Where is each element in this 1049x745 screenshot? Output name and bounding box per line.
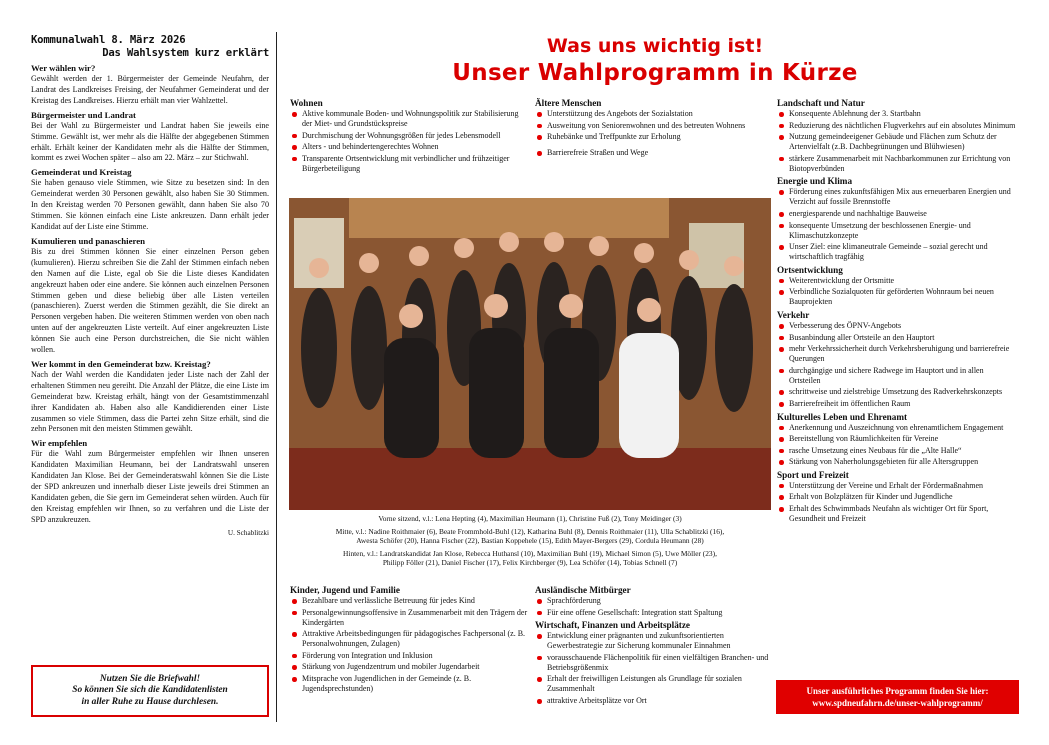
photo-caption — [289, 514, 771, 568]
list-item: Verbesserung des ÖPNV-Angebots — [777, 321, 1017, 331]
section-heading: Verkehr — [777, 309, 810, 320]
bullet-list — [777, 321, 1017, 409]
section-heading: Kinder, Jugend und Familie — [290, 585, 400, 595]
list-item: Für eine offene Gesellschaft: Integration statt Spaltung — [535, 608, 773, 618]
caption-middle-1: Mitte, v.l.: Nadine Roithmaier (6), Beate Frommhold-Buhl (12), Katharina Buhl (8), Dennis Roithmaier (11), Ulla Schablitzki (16), — [335, 526, 725, 536]
list-item: stärkere Zusammenarbeit mit Nachbarkommunen zur Errichtung von Biotopverbünden — [777, 154, 1017, 174]
list-item: Transparente Ortsentwicklung mit verbindlicher und frühzeitiger Bürgerbeteiligung — [290, 154, 530, 174]
section-kinder-jugend-familie — [290, 584, 530, 696]
list-item: vorausschauende Flächenpolitik für einen vielfältigen Branchen- und Betriebsgrößenmix — [535, 653, 773, 673]
section-text: Bei der Wahl zu Bürgermeister und Landrat haben Sie jeweils eine Stimme. Gewählt ist, wer mehr als die Hälfte der abgegebenen Stimmen erhält. Erhält keiner der Kandidaten mehr als die Hälfte der Stimmen, kommt es zwei Wochen später – also am 22. März – zur Stichwahl. — [31, 120, 269, 163]
list-item: Anerkennung und Auszeichnung von ehrenamtlichem Engagement — [777, 423, 1017, 433]
list-item: durchgängige und sichere Radwege im Hauptort und in allen Ortsteilen — [777, 366, 1017, 386]
section-text: Bis zu drei Stimmen können Sie einer einzelnen Person geben (kumulieren). Hierzu schreiben Sie die Zahl der Stimmen einfach neben den Namen auf die Liste, egal ob Sie die Liste dieses Kandidaten angekreuzt haben oder eine andere. Sie können auch einzelnen Personen Stimmen geben und diese beliebig über alle Listen verteilen (panaschieren). Zuerst werden die Stimmen gezählt, die Sie direkt an Personen vergeben haben. Die weiteren Stimmen werden von oben nach unten auf der angekreuzten Liste verteilt. Auf einer angekreuzten Liste können Sie auch eine Person durchstreichen, die Sie nicht wählen wollen. — [31, 246, 269, 355]
bullet-list — [777, 423, 1017, 468]
section-heading: Kulturelles Leben und Ehrenamt — [777, 411, 908, 422]
list-item: Bezahlbare und verlässliche Betreuung für jedes Kind — [290, 596, 530, 606]
page-title-line1: Was uns wichtig ist! — [546, 35, 764, 57]
section-heading: Wohnen — [290, 98, 323, 108]
program-link-url[interactable]: www.spdneufahrn.de/unser-wahlprogramm/ — [812, 698, 983, 708]
bullet-list — [535, 631, 773, 706]
list-item: attraktive Arbeitsplätze vor Ort — [535, 696, 773, 706]
section-heading: Sport und Freizeit — [777, 469, 849, 480]
left-subheading: Das Wahlsystem kurz erklärt — [102, 47, 269, 59]
section-title: Gemeinderat und Kreistag — [31, 167, 132, 178]
list-item: Stärkung von Jugendzentrum und mobiler Jugendarbeit — [290, 662, 530, 672]
section-heading: Ausländische Mitbürger — [535, 585, 631, 595]
signature: U. Schablitzki — [227, 528, 269, 537]
list-item: Erhalt der freiwilligen Leistungen als Grundlage für sozialen Zusammenhalt — [535, 674, 773, 694]
list-item: Entwicklung einer prägnanten und zukunftsorientierten Gewerbestrategie zur Sicherung kommunaler Einnahmen — [535, 631, 773, 651]
section-wohnen — [290, 97, 530, 175]
caption-middle-2: Awesta Schöfer (20), Hanna Fischer (22), Bastian Koppehele (15), Edith Mayer-Bergers (29), Cordula Heumann (28) — [356, 536, 704, 546]
right-column — [777, 97, 1017, 526]
list-item: Unser Ziel: eine klimaneutrale Gemeinde – sozial gerecht und wirtschaftlich tragfähig — [777, 242, 1017, 262]
section-heading: Energie und Klima — [777, 176, 853, 187]
list-item: Nutzung gemeindeeigener Gebäude und Flächen zum Schutz der Artenvielfalt (z.B. Dachbegrünungen und Blühwiesen) — [777, 132, 1017, 152]
list-item: Personalgewinnungsoffensive in Zusammenarbeit mit den Trägern der Kindergärten — [290, 608, 530, 628]
list-item: Unterstützung der Vereine und Erhalt der Fördermaßnahmen — [777, 481, 1017, 491]
briefwahl-line: in aller Ruhe zu Hause durchlesen. — [81, 696, 219, 707]
section-auslaendische-wirtschaft — [535, 584, 773, 708]
caption-back-2: Philipp Föller (21), Daniel Fischer (17), Felix Kirchberger (9), Lea Schöfer (14), Tobias Schnell (7) — [382, 558, 678, 568]
list-item: Aktive kommunale Boden- und Wohnungspolitik zur Stabilisierung der Miet- und Grundstückspreise — [290, 109, 530, 129]
section-text: Nach der Wahl werden die Kandidaten jeder Liste nach der Zahl der erhaltenen Stimmen neu gereiht. Die Anzahl der Plätze, die eine Liste im Gemeinderat bzw. Kreistag erhält, hängt von der Gesamtstimmenzahl ihrer Kandidaten ab. Haben also alle Kandidierenden einer Liste zusammen so viele Stimmen, dass die Partei zehn Sitze erhält, sind die zehn Personen mit den meisten Stimmen gewählt. — [31, 369, 269, 434]
list-item: Alters - und behindertengerechtes Wohnen — [290, 142, 530, 152]
caption-back-1: Hinten, v.l.: Landratskandidat Jan Klose, Rebecca Huthansl (10), Maximilian Buhl (19), Michael Simon (5), Uwe Möller (23), — [343, 548, 717, 558]
list-item: Mitsprache von Jugendlichen in der Gemeinde (z. B. Jugendsprechstunden) — [290, 674, 530, 694]
bullet-list — [535, 109, 773, 158]
bullet-list — [290, 596, 530, 694]
list-item: Ruhebänke und Treffpunkte zur Erholung — [535, 132, 773, 142]
section-title: Wer wählen wir? — [31, 63, 96, 73]
section-heading: Wirtschaft, Finanzen und Arbeitsplätze — [535, 620, 690, 631]
bullet-list — [535, 596, 773, 618]
list-item: Durchmischung der Wohnungsgrößen für jedes Lebensmodell — [290, 131, 530, 141]
briefwahl-line: So können Sie sich die Kandidatenlisten — [72, 685, 228, 696]
list-item: Bereitstellung von Räumlichkeiten für Vereine — [777, 434, 1017, 444]
bullet-list — [777, 109, 1017, 174]
list-item: Reduzierung des nächtlichen Flugverkehrs auf ein absolutes Minimum — [777, 121, 1017, 131]
briefwahl-line: Nutzen Sie die Briefwahl! — [99, 673, 201, 684]
program-link-label: Unser ausführliches Programm finden Sie hier: — [806, 686, 989, 696]
page-title-line2: Unser Wahlprogramm in Kürze — [452, 60, 858, 86]
left-column — [31, 34, 269, 724]
list-item: energiesparende und nachhaltige Bauweise — [777, 209, 1017, 219]
section-text: Sie haben genauso viele Stimmen, wie Sitze zu besetzen sind: In den Gemeinderat werden 30 Personen gewählt, also haben Sie 30 Stimmen. In den Kreistag werden 70 Personen gewählt, dann haben Sie also 70 Stimmen. Sie können einfach eine Liste ankreuzen. Dann erhält jeder Kandidat auf der Liste eine Stimme. — [31, 178, 269, 231]
section-heading: Ältere Menschen — [535, 98, 602, 108]
caption-front: Vorne sitzend, v.l.: Lena Hepting (4), Maximilian Heumann (1), Christine Fuß (2), Tony Meidinger (3) — [378, 514, 682, 523]
section-text: Für die Wahl zum Bürgermeister empfehlen wir Ihnen unseren Kandidaten Maximilian Heumann, bei der Landratswahl unseren Kandidaten Jan Klose. Bei der Gemeinderatswahl können Sie die Liste der SPD ankreuzen und innerhalb dieser Liste jeweils drei Stimmen an Kandidaten geben, die Sie gern im Gemeinderat sehen würden. Auch für den Kreistag empfehlen wir Ihnen, so zu verfahren und die Liste der SPD anzukreuzen. — [31, 449, 269, 524]
list-item: Förderung von Integration und Inklusion — [290, 651, 530, 661]
list-item: Konsequente Ablehnung der 3. Startbahn — [777, 109, 1017, 119]
section-text: Gewählt werden der 1. Bürgermeister der Gemeinde Neufahrn, der Landrat des Landkreises Freising, der Neufahrner Gemeinderat und der Kreistag des Landkreises. Hierzu erhält man vier Wahlzettel. — [31, 74, 269, 105]
section-title: Kumulieren und panaschieren — [31, 235, 146, 246]
list-item: konsequente Umsetzung der beschlossenen Energie- und Klimaschutzkonzepte — [777, 221, 1017, 241]
list-item: schrittweise und zielstrebige Umsetzung des Radverkehrskonzepts — [777, 387, 1017, 397]
list-item: Erhalt von Bolzplätzen für Kinder und Jugendliche — [777, 492, 1017, 502]
list-item: Erhalt des Schwimmbads Neufahn als wichtiger Ort für Sport, Gesundheit und Freizeit — [777, 504, 1017, 524]
bullet-list — [777, 276, 1017, 308]
column-divider — [276, 32, 277, 722]
list-item: Attraktive Arbeitsbedingungen für pädagogisches Fachpersonal (z. B. Personalwohnungen, Zulagen) — [290, 629, 530, 649]
list-item: Weiterentwicklung der Ortsmitte — [777, 276, 1017, 286]
list-item: rasche Umsetzung eines Neubaus für die „Alte Halle“ — [777, 446, 1017, 456]
section-heading: Ortsentwicklung — [777, 264, 843, 275]
list-item: Ausweitung von Seniorenwohnen und des betreuten Wohnens — [535, 121, 773, 131]
briefwahl-box — [31, 665, 269, 717]
list-item: Verbindliche Sozialquoten für geförderten Wohnraum bei neuen Bauprojekten — [777, 287, 1017, 307]
group-photo — [289, 198, 771, 510]
section-title: Wer kommt in den Gemeinderat bzw. Kreistag? — [31, 358, 211, 369]
list-item: Barrierefreie Straßen und Wege — [535, 148, 773, 158]
program-link-box — [776, 680, 1019, 714]
bullet-list — [777, 187, 1017, 262]
list-item: Unterstützung des Angebots der Sozialstation — [535, 109, 773, 119]
section-title: Bürgermeister und Landrat — [31, 109, 136, 120]
list-item: mehr Verkehrssicherheit durch Verkehrsberuhigung und barrierefreie Querungen — [777, 344, 1017, 364]
bullet-list — [777, 481, 1017, 524]
section-heading: Landschaft und Natur — [777, 98, 865, 108]
group-photo-illustration — [289, 198, 771, 510]
left-heading: Kommunalwahl 8. März 2026 — [31, 34, 186, 46]
list-item: Barrierefreiheit im öffentlichen Raum — [777, 399, 1017, 409]
list-item: Stärkung von Naherholungsgebieten für alle Altersgruppen — [777, 457, 1017, 467]
section-title: Wir empfehlen — [31, 438, 88, 449]
section-aeltere-menschen — [535, 97, 773, 160]
list-item: Busanbindung aller Ortsteile an den Hauptort — [777, 333, 1017, 343]
bullet-list — [290, 109, 530, 174]
list-item: Förderung eines zukunftsfähigen Mix aus erneuerbaren Energien und Verzicht auf fossile Brennstoffe — [777, 187, 1017, 207]
list-item: Sprachförderung — [535, 596, 773, 606]
